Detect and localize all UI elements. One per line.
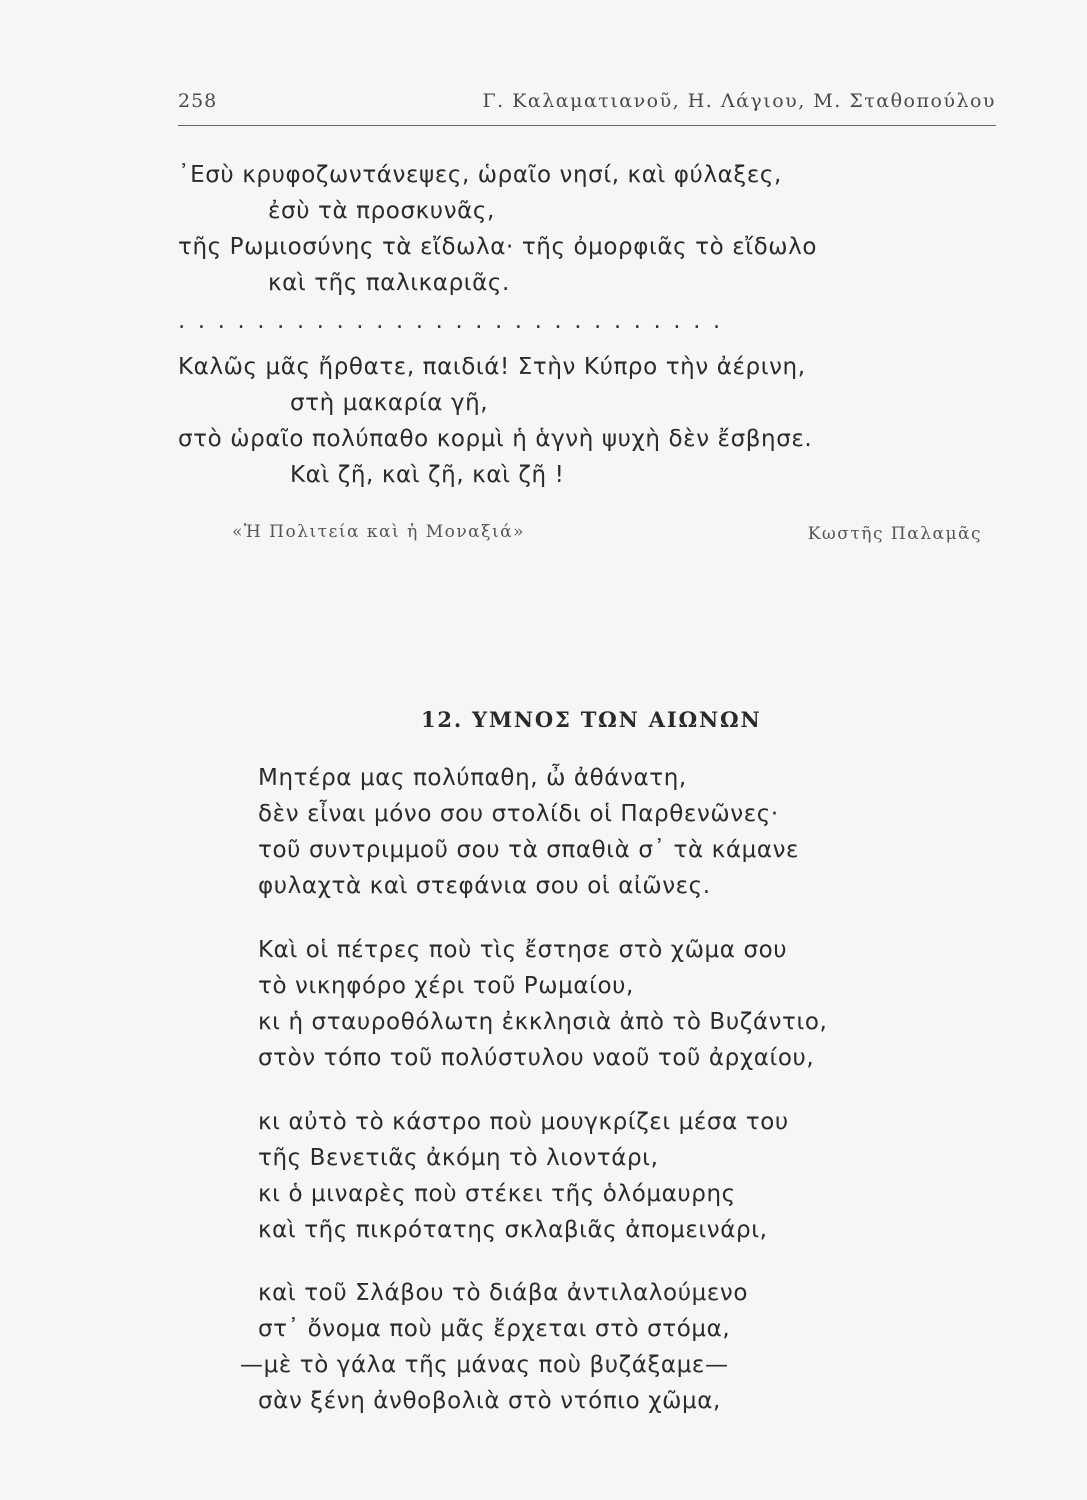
poem2-line: φυλαχτὰ καὶ στεφάνια σου οἱ αἰῶνες. bbox=[258, 873, 711, 899]
poem2-line: Μητέρα μας πολύπαθη, ὦ ἀθάνατη, bbox=[258, 765, 687, 791]
poem1-line: καὶ τῆς παλικαριᾶς. bbox=[268, 270, 510, 296]
poem2-line: τοῦ συντριμμοῦ σου τὰ σπαθιὰ σ᾽ τὰ κάμανε bbox=[258, 837, 800, 863]
poem2-line: στ᾽ ὄνομα ποὺ μᾶς ἔρχεται στὸ στόμα, bbox=[258, 1316, 731, 1342]
poem1-line: στὴ μακαρία γῆ, bbox=[290, 390, 489, 416]
poem2-line: καὶ τῆς πικρότατης σκλαβιᾶς ἀπομεινάρι, bbox=[258, 1217, 768, 1243]
poem1-line: στὸ ὡραῖο πολύπαθο κορμὶ ἡ ἁγνὴ ψυχὴ δὲν ἔσβησε. bbox=[178, 426, 813, 452]
poem1-line: ἐσὺ τὰ προσκυνᾶς, bbox=[268, 198, 495, 224]
poem-source: «Ἡ Πολιτεία καὶ ἡ Μοναξιά» bbox=[232, 522, 526, 542]
poem2-line: σὰν ξένη ἀνθοβολιὰ στὸ ντόπιο χῶμα, bbox=[258, 1388, 721, 1414]
poem2-line: Καὶ οἱ πέτρες ποὺ τὶς ἔστησε στὸ χῶμα σου bbox=[258, 937, 788, 963]
poem-author: Κωστῆς Παλαμᾶς bbox=[807, 524, 982, 544]
header-rule bbox=[178, 125, 996, 126]
poem2-line: στὸν τόπο τοῦ πολύστυλου ναοῦ τοῦ ἀρχαίου, bbox=[258, 1045, 815, 1071]
poem2-line: τῆς Βενετιᾶς ἀκόμη τὸ λιοντάρι, bbox=[258, 1145, 659, 1171]
poem2-line: κι ἡ σταυροθόλωτη ἐκκλησιὰ ἀπὸ τὸ Βυζάντιο, bbox=[258, 1009, 828, 1035]
poem2-line: καὶ τοῦ Σλάβου τὸ διάβα ἀντιλαλούμενο bbox=[258, 1280, 749, 1306]
poem2-line: —μὲ τὸ γάλα τῆς μάνας ποὺ βυζάξαμε— bbox=[240, 1352, 729, 1378]
poem2-line: κι αὐτὸ τὸ κάστρο ποὺ μουγκρίζει μέσα του bbox=[258, 1109, 789, 1135]
poem2-line: τὸ νικηφόρο χέρι τοῦ Ρωμαίου, bbox=[258, 973, 634, 999]
poem1-line: Καὶ ζῆ, καὶ ζῆ, καὶ ζῆ ! bbox=[290, 462, 565, 488]
running-head bbox=[178, 84, 996, 124]
poem1-line: Καλῶς μᾶς ἤρθατε, παιδιά! Στὴν Κύπρο τὴν ἀέρινη, bbox=[178, 354, 806, 380]
running-title: Γ. Καλαματιανοῦ, Η. Λάγιου, Μ. Σταθοπούλου bbox=[482, 90, 996, 112]
poem1-line: τῆς Ρωμιοσύνης τὰ εἴδωλα· τῆς ὀμορφιᾶς τὸ εἴδωλο bbox=[178, 234, 818, 260]
poem2-line: κι ὁ μιναρὲς ποὺ στέκει τῆς ὁλόμαυρης bbox=[258, 1181, 736, 1207]
section-title: 12. ΥΜΝΟΣ ΤΩΝ ΑΙΩΝΩΝ bbox=[421, 707, 762, 732]
page-number: 258 bbox=[178, 90, 218, 112]
ellipsis-divider: ............................ bbox=[178, 308, 733, 334]
poem1-line: ᾽Εσὺ κρυφοζωντάνεψες, ὡραῖο νησί, καὶ φύλαξες, bbox=[178, 162, 782, 188]
poem2-line: δὲν εἶναι μόνο σου στολίδι οἱ Παρθενῶνες· bbox=[258, 801, 779, 827]
